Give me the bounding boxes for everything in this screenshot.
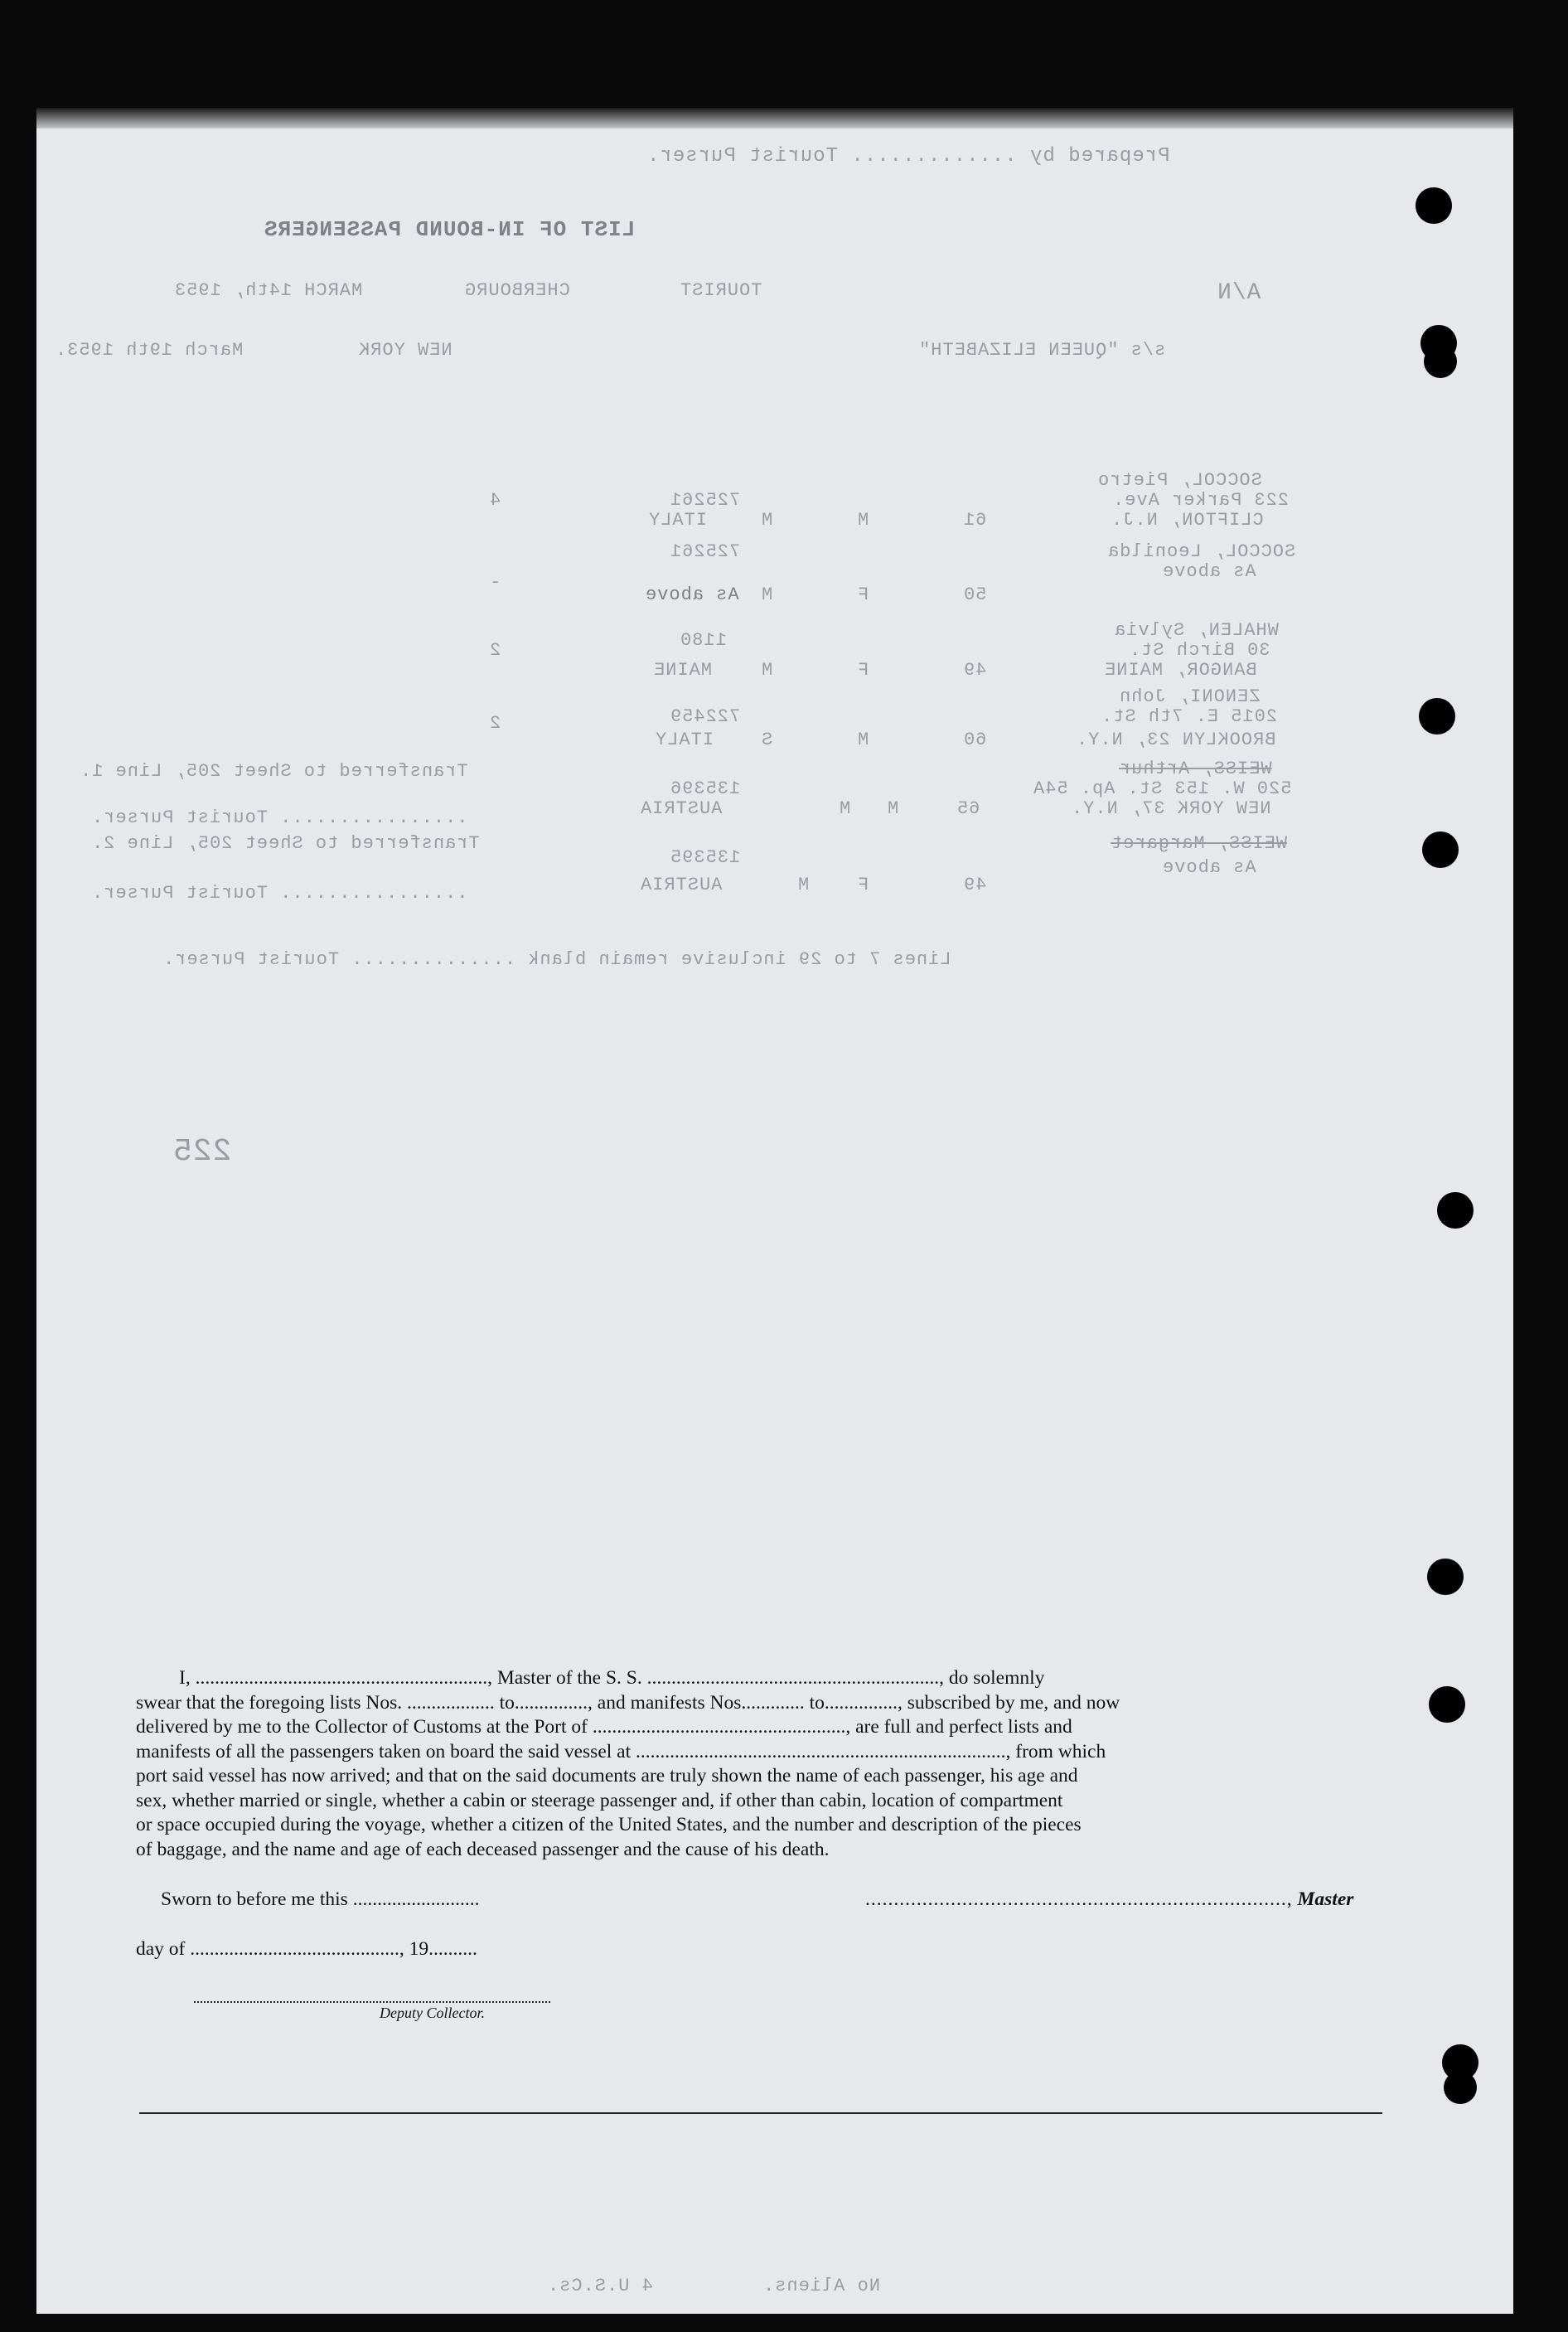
mirrored-transfer-note: Transferred to Sheet 205, Line 1.	[80, 761, 468, 782]
passenger-nationality: AUSTRIA	[640, 875, 723, 895]
passenger-number: 722459	[670, 706, 741, 727]
passenger-bags: 4	[489, 490, 501, 511]
passenger-number: 135395	[670, 847, 741, 868]
passenger-address: 30 Birch St.	[1129, 640, 1270, 661]
master-label: Master	[1297, 1888, 1354, 1910]
oath-line: I, ............................................................, Master of the S. S. ............................................................, do solemnly	[179, 1667, 1045, 1689]
passenger-nationality: ITALY	[648, 510, 708, 531]
passenger-sex: F	[857, 584, 869, 605]
oath-line: sex, whether married or single, whether a cabin or steerage passenger and, if other than cabin, location of compartment	[136, 1789, 1063, 1811]
binder-punch-hole	[1444, 2071, 1477, 2104]
passenger-status: M	[839, 798, 851, 819]
passenger-bags: 2	[489, 640, 501, 661]
mirrored-purser-line: ................ Tourist Purser.	[91, 807, 468, 828]
sworn-before-line: Sworn to before me this ..........................	[161, 1888, 480, 1910]
passenger-number: 1180	[680, 630, 727, 651]
passenger-age: 65	[956, 798, 980, 819]
passenger-address: BROOKLYN 23, N.Y.	[1076, 730, 1276, 750]
mirrored-from-port: CHERBOURG	[464, 280, 570, 301]
passenger-status: M	[797, 875, 810, 895]
binder-punch-hole	[1429, 1686, 1465, 1723]
oath-line: manifests of all the passengers taken on board the said vessel at ............................................................................, from which	[136, 1740, 1106, 1762]
passenger-name: ZENONI, John	[1119, 686, 1261, 707]
passenger-age: 49	[963, 660, 987, 681]
passenger-name: WHALEN, Sylvia	[1114, 620, 1279, 641]
mirrored-to-port: NEW YORK	[358, 340, 452, 361]
passenger-number: 725261	[670, 490, 741, 511]
mirrored-prepared-by: Prepared by ............. Tourist Purser.	[646, 145, 1170, 167]
passenger-name: SOCCOL, Leonilda	[1107, 541, 1296, 562]
mirrored-transfer-note: Transferred to Sheet 205, Line 2.	[91, 833, 480, 854]
passenger-sex: M	[887, 798, 899, 819]
passenger-address: As above	[1162, 857, 1256, 878]
oath-line: port said vessel has now arrived; and that on the said documents are truly shown the name of each passenger, his age and	[136, 1765, 1078, 1787]
passenger-sex: M	[857, 730, 869, 750]
binder-punch-hole	[1424, 345, 1457, 378]
mirrored-arrival-date: March 19th 1953.	[55, 340, 244, 361]
binder-punch-hole	[1427, 1559, 1464, 1595]
master-signature-dots: ..........................................................................,	[865, 1888, 1293, 1910]
passenger-bags: 2	[489, 713, 501, 734]
mirrored-sheet-number: 225	[172, 1134, 232, 1170]
passenger-address: CLIFTON, N.J.	[1111, 510, 1264, 531]
mirrored-sailing-date: MARCH 14th, 1953	[174, 280, 363, 301]
passenger-age: 50	[963, 584, 987, 605]
passenger-sex: F	[857, 660, 869, 681]
passenger-nationality: AUSTRIA	[640, 798, 723, 819]
manifest-page	[36, 128, 1513, 2314]
passenger-age: 49	[963, 875, 987, 895]
oath-line: delivered by me to the Collector of Customs at the Port of ...................................................., are full and perfect lists and	[136, 1716, 1072, 1738]
passenger-address: BANGOR, MAINE	[1104, 660, 1257, 681]
mirrored-vessel: s/s "QUEEN ELIZABETH"	[918, 340, 1166, 361]
passenger-name: WEISS, Arthur	[1119, 759, 1272, 779]
passenger-number: 135396	[670, 778, 741, 799]
passenger-name: SOCCOL, Pietro	[1097, 470, 1262, 491]
day-of-line: day of ..........................................., 19..........	[136, 1938, 477, 1960]
deputy-signature-line	[194, 2001, 550, 2003]
passenger-address: 223 Parker Ave.	[1112, 490, 1290, 511]
mirrored-class: TOURIST	[680, 280, 762, 301]
bottom-rule	[139, 2112, 1382, 2114]
passenger-address: As above	[1162, 561, 1256, 582]
mirrored-purser-line: ................ Tourist Purser.	[91, 883, 468, 904]
oath-line: of baggage, and the name and age of each deceased passenger and the cause of his death.	[136, 1838, 830, 1860]
passenger-address: NEW YORK 37, N.Y.	[1071, 798, 1271, 819]
master-signature-line	[865, 1888, 1353, 1911]
passenger-name: WEISS, Margaret	[1111, 833, 1288, 854]
passenger-status: M	[761, 660, 773, 681]
mirrored-sheet-mark: A/N	[1217, 280, 1261, 306]
mirrored-blank-lines-note: Lines 7 to 29 inclusive remain blank .............. Tourist Purser.	[162, 949, 951, 970]
binder-punch-hole	[1416, 187, 1452, 224]
passenger-age: 60	[963, 730, 987, 750]
passenger-nationality: MAINE	[653, 660, 713, 681]
passenger-bags: -	[489, 572, 501, 593]
oath-line: or space occupied during the voyage, whether a citizen of the United States, and the number and description of the pieces	[136, 1814, 1082, 1835]
passenger-number: 725261	[670, 541, 741, 562]
mirrored-footer-right: 4 U.S.Cs.	[547, 2276, 653, 2296]
passenger-status: M	[761, 510, 773, 531]
passenger-status: S	[761, 730, 773, 750]
oath-line: swear that the foregoing lists Nos. .................. to..............., and manifests Nos............. to..............., subscribed by me, and now	[136, 1691, 1120, 1714]
master-oath-paragraph	[136, 1666, 1384, 1862]
binder-punch-hole	[1422, 831, 1459, 868]
mirrored-footer-left: No Aliens.	[762, 2276, 881, 2296]
passenger-status: M	[761, 584, 773, 605]
passenger-age: 61	[963, 510, 987, 531]
passenger-nationality: As above	[645, 584, 739, 605]
passenger-sex: F	[857, 875, 869, 895]
mirrored-form-title: LIST OF IN-BOUND PASSENGERS	[264, 217, 636, 242]
passenger-nationality: ITALY	[655, 730, 714, 750]
binder-punch-hole	[1437, 1192, 1474, 1229]
deputy-collector-label: Deputy Collector.	[380, 2005, 485, 2021]
passenger-address: 520 W. 153 St. Ap. 54A	[1033, 778, 1292, 799]
binder-punch-hole	[1419, 698, 1455, 735]
passenger-sex: M	[857, 510, 869, 531]
passenger-address: 2015 E. 7th St.	[1101, 706, 1278, 727]
